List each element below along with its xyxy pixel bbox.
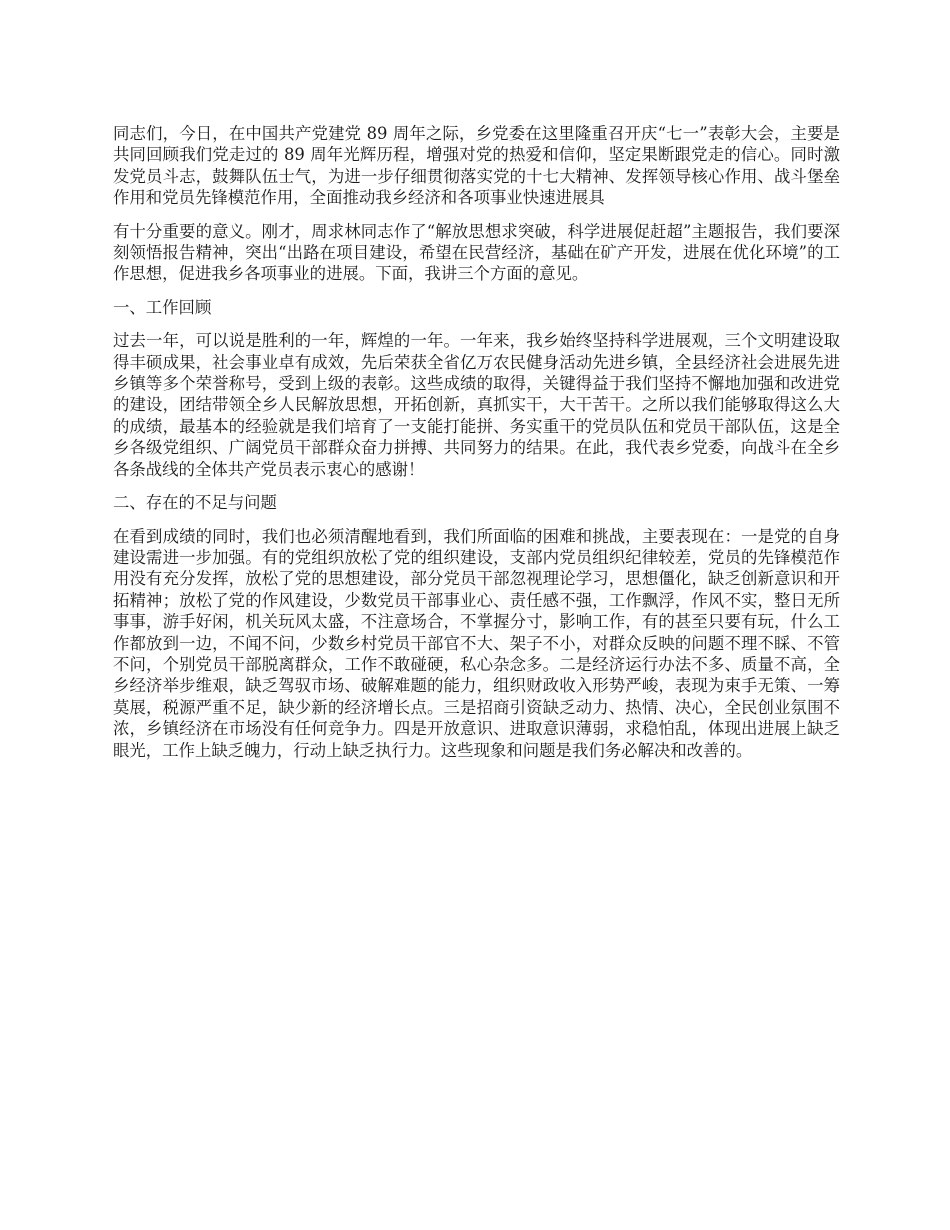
- paragraph-significance: 有十分重要的意义。刚才，周求林同志作了“解放思想求突破，科学进展促赶超”主题报告，我们要深刻领悟报告精神，突出“出路在项目建设，希望在民营经济，基础在矿产开发，进展在优化环境”的工作思想，促进我乡各项事业的进展。下面，我讲三个方面的意见。: [113, 221, 840, 284]
- section-heading-problems: 二、存在的不足与问题: [113, 493, 277, 513]
- paragraph-opening: 同志们，今日，在中国共产党建党 89 周年之际，乡党委在这里隆重召开庆“七一”表彰大会，主要是共同回顾我们党走过的 89 周年光辉历程，增强对党的热爱和信仰，坚定果断跟党走的信心。同时激发党员斗志，鼓舞队伍士气，为进一步仔细贯彻落实党的十七大精神、发挥领导核心作用、战斗堡垒作用和党员先锋模范作用，全面推动我乡经济和各项事业快速进展具: [113, 124, 840, 208]
- paragraph-work-review: 过去一年，可以说是胜利的一年，辉煌的一年。一年来，我乡始终坚持科学进展观，三个文明建设取得丰硕成果，社会事业卓有成效，先后荣获全省亿万农民健身活动先进乡镇，全县经济社会进展先进乡镇等多个荣誉称号，受到上级的表彰。这些成绩的取得，关键得益于我们坚持不懈地加强和改进党的建设，团结带领全乡人民解放思想，开拓创新，真抓实干，大干苦干。之所以我们能够取得这么大的成绩，最基本的经验就是我们培育了一支能打能拼、务实重干的党员队伍和党员干部队伍，这是全乡各级党组织、广阔党员干部群众奋力拼搏、共同努力的结果。在此，我代表乡党委，向战斗在全乡各条战线的全体共产党员表示衷心的感谢！: [113, 331, 840, 479]
- document-body: [113, 123, 840, 773]
- section-heading-work-review: 一、工作回顾: [113, 297, 212, 317]
- paragraph-problems: 在看到成绩的同时，我们也必须清醒地看到，我们所面临的困难和挑战，主要表现在：一是党的自身建设需进一步加强。有的党组织放松了党的组织建设，支部内党员组织纪律较差，党员的先锋模范作用没有充分发挥，放松了党的思想建设，部分党员干部忽视理论学习，思想僵化，缺乏创新意识和开拓精神；放松了党的作风建设，少数党员干部事业心、责任感不强，工作飘浮，作风不实，整日无所事事，游手好闲，机关玩风太盛，不注意场合，不掌握分寸，影响工作，有的甚至只要有玩，什么工作都放到一边，不闻不问，少数乡村党员干部官不大、架子不小，对群众反映的问题不理不睬、不管不问，个别党员干部脱离群众，工作不敢碰硬，私心杂念多。二是经济运行办法不多、质量不高，全乡经济举步维艰，缺乏驾驭市场、破解难题的能力，组织财政收入形势严峻，表现为束手无策、一筹莫展，税源严重不足，缺少新的经济增长点。三是招商引资缺乏动力、热情、决心，全民创业氛围不浓，乡镇经济在市场没有任何竞争力。四是开放意识、进取意识薄弱，求稳怕乱，体现出进展上缺乏眼光，工作上缺乏魄力，行动上缺乏执行力。这些现象和问题是我们务必解决和改善的。: [113, 526, 840, 760]
